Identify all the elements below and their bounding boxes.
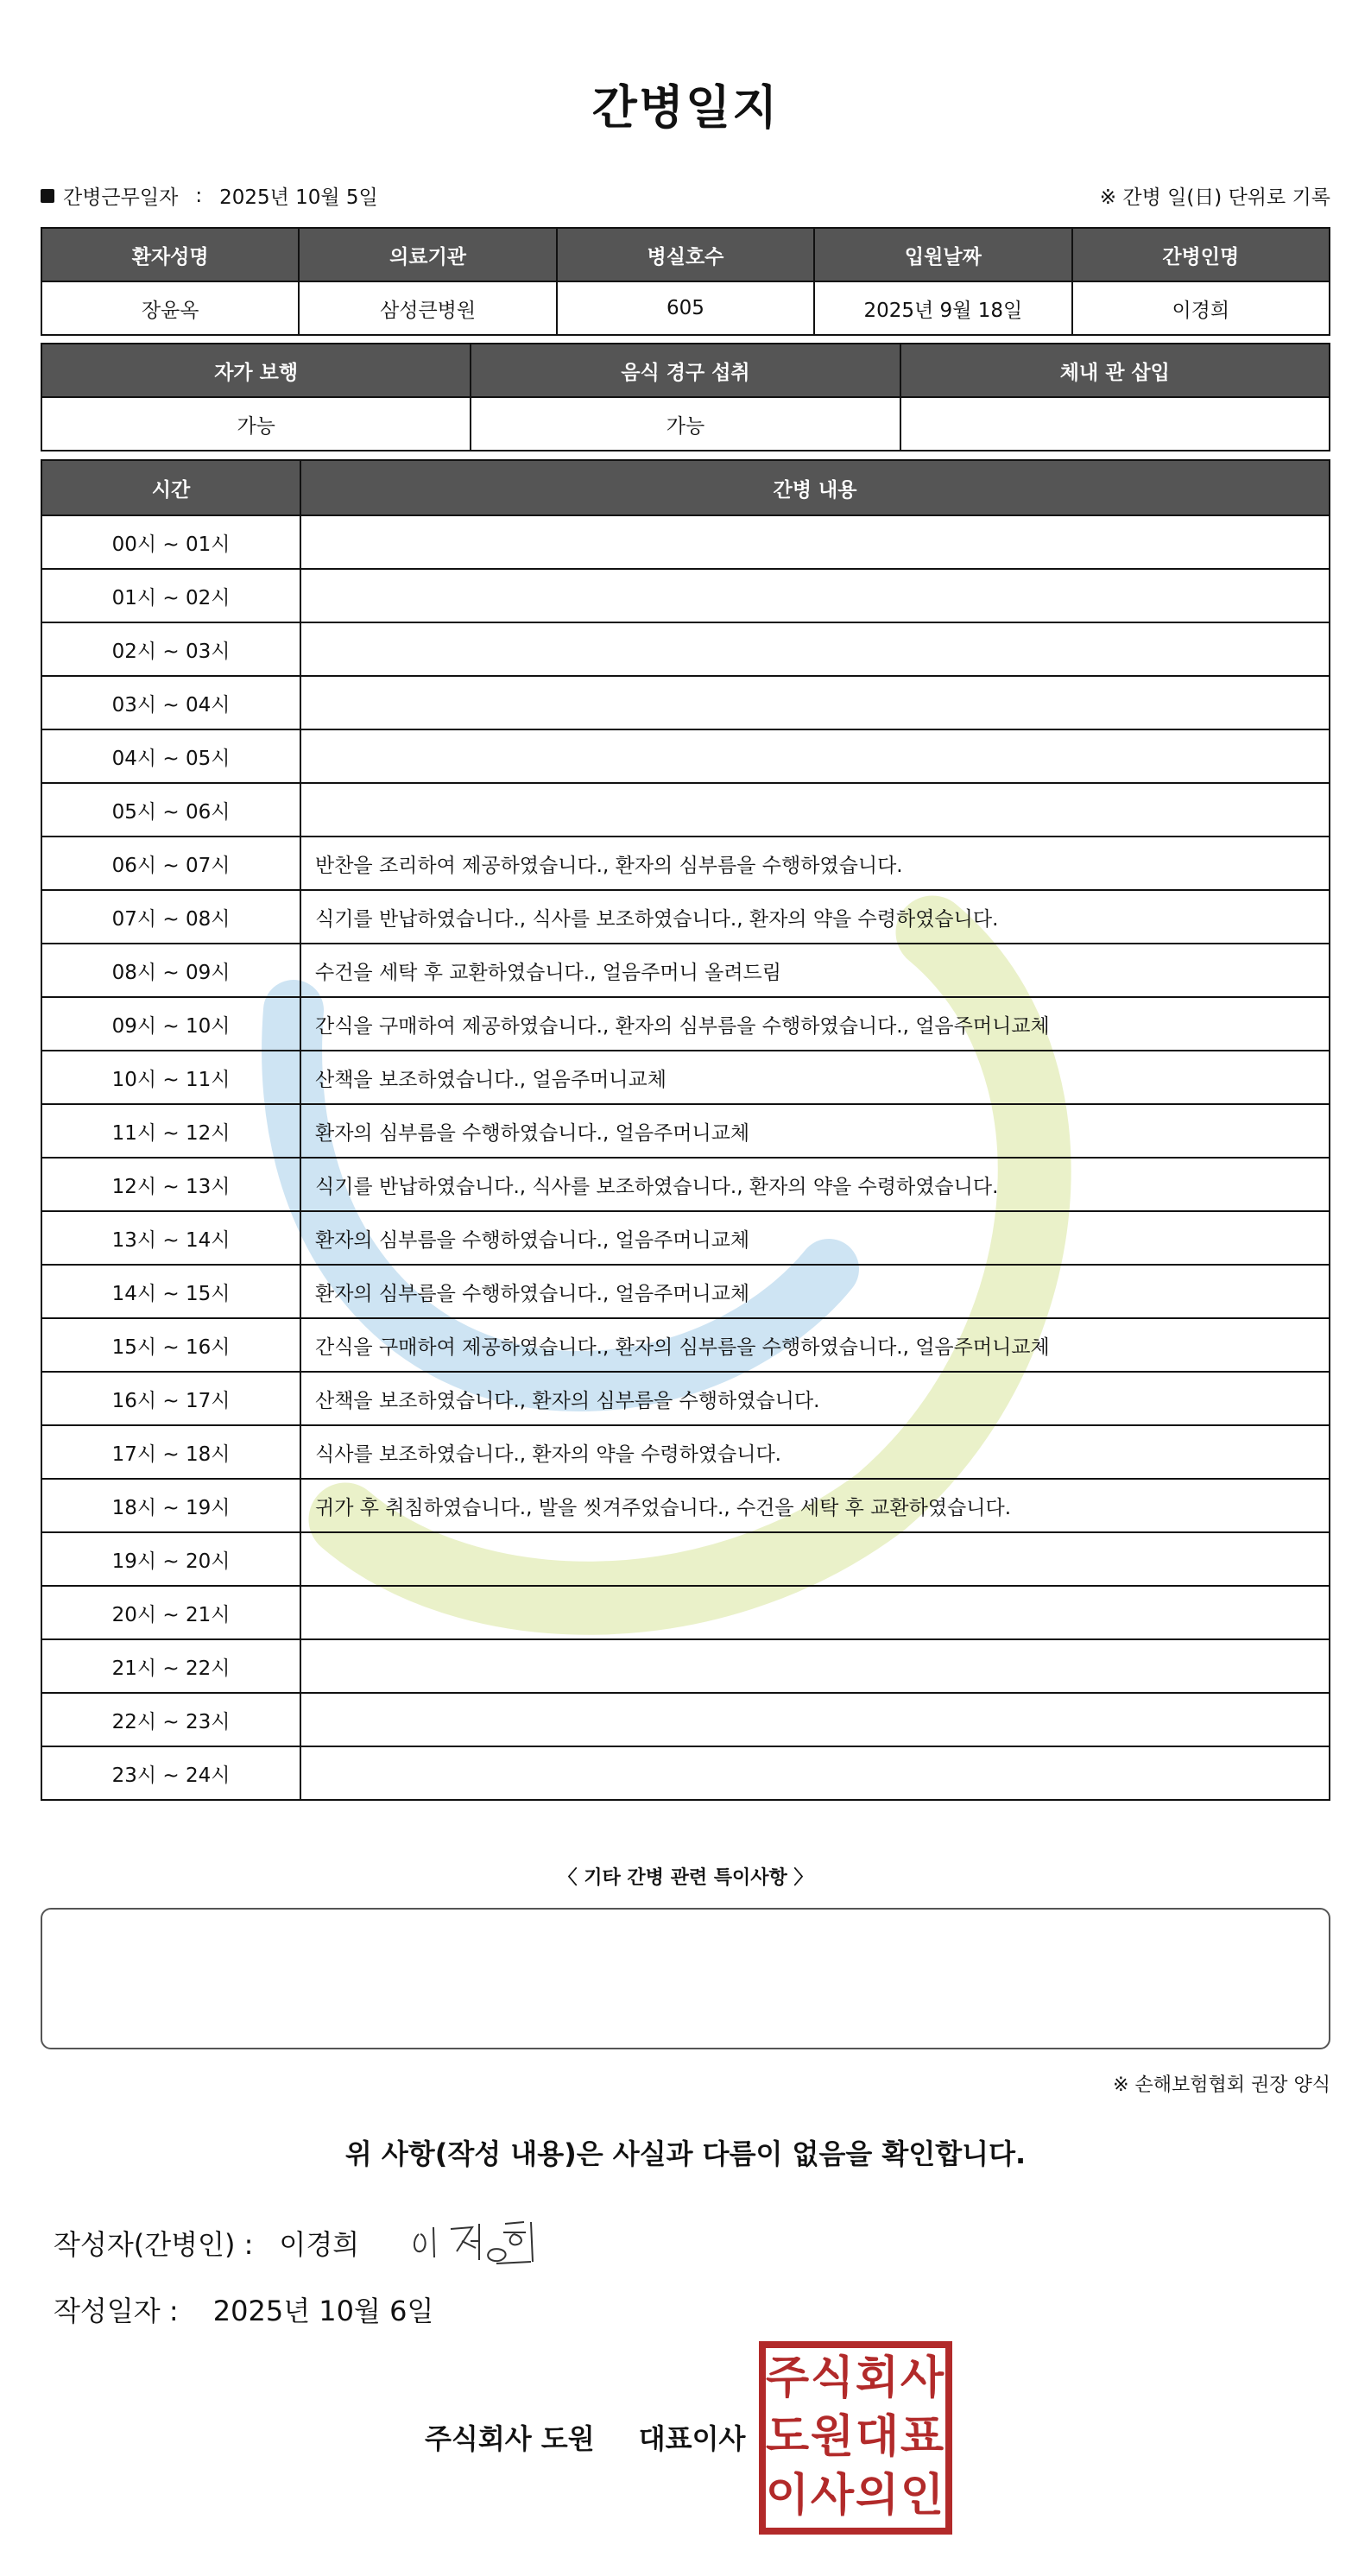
header-self-walking: 자가 보행 [41, 344, 471, 397]
care-content-cell: 환자의 심부름을 수행하였습니다., 얼음주머니교체 [300, 1104, 1330, 1158]
table-row [41, 944, 1330, 997]
time-cell: 07시 ~ 08시 [41, 890, 300, 944]
table-row [41, 1265, 1330, 1318]
care-log-table [41, 459, 1330, 1801]
care-content-cell [300, 729, 1330, 783]
table-row [41, 1051, 1330, 1104]
care-content-cell [300, 622, 1330, 676]
room-number-value: 605 [557, 281, 814, 335]
table-row [41, 515, 1330, 569]
time-cell: 06시 ~ 07시 [41, 837, 300, 890]
header-oral-intake: 음식 경구 섭취 [471, 344, 900, 397]
work-date-value: 2025년 10월 5일 [219, 186, 378, 209]
time-cell: 22시 ~ 23시 [41, 1693, 300, 1746]
work-date-separator: : [195, 184, 203, 207]
table-row [41, 1532, 1330, 1586]
care-content-cell: 수건을 세탁 후 교환하였습니다., 얼음주머니 올려드림 [300, 944, 1330, 997]
time-cell: 01시 ~ 02시 [41, 569, 300, 622]
seal-character: 의 [855, 2470, 900, 2522]
table-row [41, 1372, 1330, 1425]
table-row [41, 1693, 1330, 1746]
care-content-cell [300, 1639, 1330, 1693]
handwritten-signature [403, 2210, 559, 2270]
time-cell: 23시 ~ 24시 [41, 1746, 300, 1800]
header-caregiver-name: 간병인명 [1072, 228, 1330, 281]
header-patient-name: 환자성명 [41, 228, 299, 281]
table-row [41, 1425, 1330, 1479]
table-row [41, 1158, 1330, 1211]
seal-character: 회 [855, 2352, 900, 2404]
time-cell: 18시 ~ 19시 [41, 1479, 300, 1532]
care-content-cell: 식사를 보조하였습니다., 환자의 약을 수령하였습니다. [300, 1425, 1330, 1479]
table-row [41, 397, 1330, 451]
table-row [41, 1586, 1330, 1639]
company-seal-stamp [757, 2339, 954, 2536]
table-row [41, 1318, 1330, 1372]
care-content-cell [300, 676, 1330, 729]
patient-info-table [41, 227, 1330, 336]
seal-character: 식 [810, 2352, 855, 2404]
seal-character: 대 [855, 2411, 900, 2463]
seal-character: 표 [900, 2411, 945, 2463]
seal-character: 원 [810, 2411, 855, 2463]
header-time: 시간 [41, 460, 300, 515]
table-row [41, 281, 1330, 335]
seal-character: 도 [765, 2411, 810, 2463]
patient-name-value: 장윤옥 [41, 281, 299, 335]
care-content-cell: 식기를 반납하였습니다., 식사를 보조하였습니다., 환자의 약을 수령하였습니다. [300, 1158, 1330, 1211]
recommendation-note: ※ 손해보험협회 권장 양식 [1113, 2074, 1330, 2096]
page-title: 간병일지 [591, 80, 780, 135]
care-content-cell [300, 569, 1330, 622]
care-content-cell [300, 515, 1330, 569]
table-row [41, 997, 1330, 1051]
seal-character: 이 [765, 2470, 810, 2522]
write-date-label: 작성일자 : [54, 2295, 179, 2327]
time-cell: 12시 ~ 13시 [41, 1158, 300, 1211]
time-cell: 10시 ~ 11시 [41, 1051, 300, 1104]
care-content-cell: 간식을 구매하여 제공하였습니다., 환자의 심부름을 수행하였습니다., 얼음주머니교체 [300, 997, 1330, 1051]
time-cell: 13시 ~ 14시 [41, 1211, 300, 1265]
care-content-cell: 간식을 구매하여 제공하였습니다., 환자의 심부름을 수행하였습니다., 얼음주머니교체 [300, 1318, 1330, 1372]
care-content-cell: 산책을 보조하였습니다., 환자의 심부름을 수행하였습니다. [300, 1372, 1330, 1425]
care-content-cell: 반찬을 조리하여 제공하였습니다., 환자의 심부름을 수행하였습니다. [300, 837, 1330, 890]
time-cell: 08시 ~ 09시 [41, 944, 300, 997]
time-cell: 15시 ~ 16시 [41, 1318, 300, 1372]
table-header-row [41, 460, 1330, 515]
time-cell: 11시 ~ 12시 [41, 1104, 300, 1158]
hospital-value: 삼성큰병원 [299, 281, 556, 335]
care-content-cell [300, 783, 1330, 837]
caregiver-name-value: 이경희 [1072, 281, 1330, 335]
meta-row [41, 181, 1330, 216]
company-name: 주식회사 도원 [425, 2422, 595, 2455]
care-content-cell: 귀가 후 취침하였습니다., 발을 씻겨주었습니다., 수건을 세탁 후 교환하였습니다. [300, 1479, 1330, 1532]
seal-character: 주 [765, 2352, 810, 2404]
table-row [41, 729, 1330, 783]
table-header-row [41, 228, 1330, 281]
time-cell: 16시 ~ 17시 [41, 1372, 300, 1425]
company-representative: 대표이사 [638, 2422, 746, 2455]
time-cell: 02시 ~ 03시 [41, 622, 300, 676]
care-content-cell: 식기를 반납하였습니다., 식사를 보조하였습니다., 환자의 약을 수령하였습니다. [300, 890, 1330, 944]
time-cell: 09시 ~ 10시 [41, 997, 300, 1051]
time-cell: 19시 ~ 20시 [41, 1532, 300, 1586]
table-row [41, 837, 1330, 890]
notes-box [41, 1908, 1330, 2049]
confirmation-statement: 위 사항(작성 내용)은 사실과 다름이 없음을 확인합니다. [344, 2137, 1027, 2170]
notes-title: 〈 기타 간병 관련 특이사항 〉 [558, 1867, 813, 1889]
seal-character: 사 [900, 2352, 945, 2404]
self-walking-value: 가능 [41, 397, 471, 451]
company-line [425, 2417, 745, 2457]
time-cell: 04시 ~ 05시 [41, 729, 300, 783]
time-cell: 20시 ~ 21시 [41, 1586, 300, 1639]
seal-character: 인 [900, 2470, 945, 2522]
seal-character: 사 [810, 2470, 855, 2522]
header-tube-insertion: 체내 관 삽입 [900, 344, 1330, 397]
table-row [41, 1104, 1330, 1158]
header-admission-date: 입원날짜 [814, 228, 1071, 281]
time-cell: 03시 ~ 04시 [41, 676, 300, 729]
table-row [41, 1639, 1330, 1693]
care-content-cell [300, 1746, 1330, 1800]
table-row [41, 1211, 1330, 1265]
care-content-cell [300, 1586, 1330, 1639]
patient-status-table [41, 343, 1330, 451]
care-content-cell: 환자의 심부름을 수행하였습니다., 얼음주머니교체 [300, 1265, 1330, 1318]
table-row [41, 1479, 1330, 1532]
writer-name: 이경희 [279, 2228, 360, 2261]
admission-date-value: 2025년 9월 18일 [814, 281, 1071, 335]
writer-label: 작성자(간병인) : [54, 2228, 254, 2261]
oral-intake-value: 가능 [471, 397, 900, 451]
unit-note: ※ 간병 일(日) 단위로 기록 [1099, 186, 1330, 209]
write-date-line [54, 2289, 433, 2329]
table-row [41, 1746, 1330, 1800]
writer-line [54, 2223, 359, 2263]
care-content-cell [300, 1532, 1330, 1586]
table-row [41, 890, 1330, 944]
table-row [41, 783, 1330, 837]
table-row [41, 569, 1330, 622]
time-cell: 14시 ~ 15시 [41, 1265, 300, 1318]
table-row [41, 676, 1330, 729]
tube-insertion-value [900, 397, 1330, 451]
header-room-number: 병실호수 [557, 228, 814, 281]
header-hospital: 의료기관 [299, 228, 556, 281]
time-cell: 17시 ~ 18시 [41, 1425, 300, 1479]
write-date-value: 2025년 10월 6일 [212, 2295, 434, 2327]
table-header-row [41, 344, 1330, 397]
time-cell: 21시 ~ 22시 [41, 1639, 300, 1693]
care-content-cell [300, 1693, 1330, 1746]
table-row [41, 622, 1330, 676]
bullet-square-icon [41, 189, 54, 203]
header-care-content: 간병 내용 [300, 460, 1330, 515]
work-date-label: 간병근무일자 [63, 186, 179, 209]
care-content-cell: 산책을 보조하였습니다., 얼음주머니교체 [300, 1051, 1330, 1104]
work-date [41, 181, 378, 210]
care-content-cell: 환자의 심부름을 수행하였습니다., 얼음주머니교체 [300, 1211, 1330, 1265]
time-cell: 05시 ~ 06시 [41, 783, 300, 837]
time-cell: 00시 ~ 01시 [41, 515, 300, 569]
